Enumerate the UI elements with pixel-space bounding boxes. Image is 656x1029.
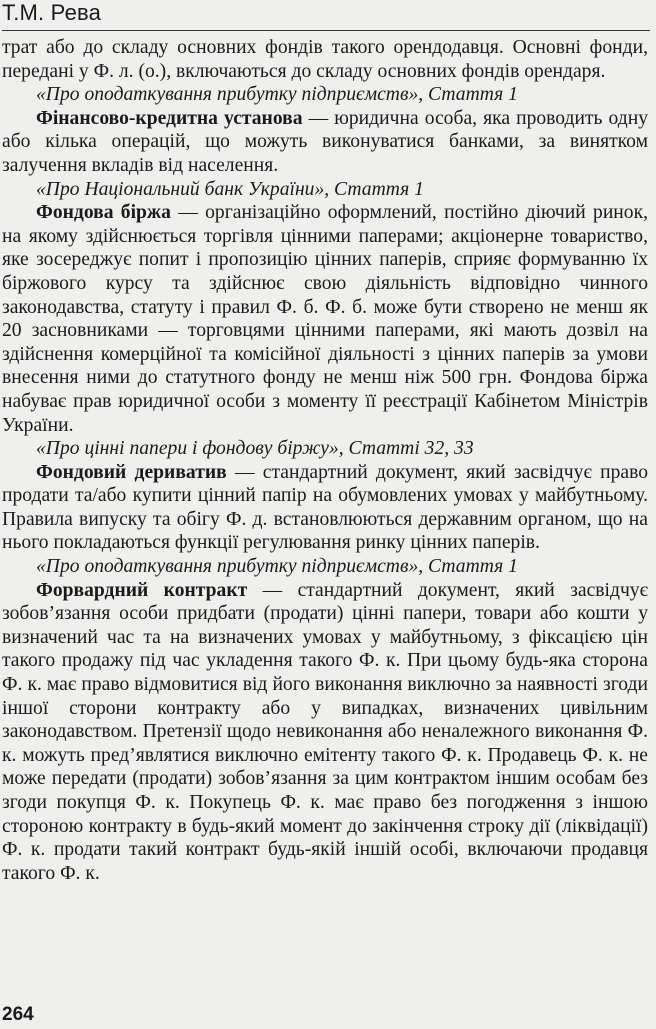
citation-source: «Про Національний банк України», Стаття 1 bbox=[36, 178, 424, 200]
citation-source: «Про цінні папери і фондову біржу», Статті 32, 33 bbox=[36, 438, 474, 460]
entry-term: Фондова біржа bbox=[36, 202, 171, 224]
entry-definition: — стандартний документ, який засвідчує зобов’язання особи придбати (продати) цінні папери, товари або кошти у визначений час та на визначених умовах у майбутньому, з фіксацією цін такого продажу під час укладення такого Ф. к. При цьому будь-яка сторона Ф. к. має право відмовитися від його виконання виключно за наявності згоди іншої сторони контракту або у випадках, визначених цивільним законодавством. Претензії щодо невиконання або неналежного виконання Ф. к. можуть пред’являтися виключно емітенту такого Ф. к. Продавець Ф. к. не може передати (продати) зобов’язання за цим контрактом іншим особам без згоди покупця Ф. к. Покупець Ф. к. має право без погодження з іншою стороною контракту в будь-який момент до закінчення строку дії (ліквідації) Ф. к. продати такий контракт будь-якій іншій особі, включаючи продавця такого Ф. к. bbox=[2, 579, 648, 884]
entry-paragraph bbox=[2, 579, 648, 886]
citation bbox=[2, 83, 648, 107]
entry-definition: — стандартний документ, який засвідчує право продати та/або купити цінний папір на обумовлених умовах у майбутньому. Правила випуску та обігу Ф. д. встановлюються державним органом, що на нього покладаються функції регулювання ринку цінних паперів. bbox=[2, 461, 648, 554]
citation bbox=[2, 178, 648, 202]
page-body bbox=[2, 36, 648, 885]
running-head-author: Т.М. Рева bbox=[2, 0, 102, 25]
citation-source: «Про оподаткування прибутку підприємств», Стаття 1 bbox=[36, 556, 518, 578]
entry-paragraph bbox=[2, 461, 648, 555]
page-number: 264 bbox=[2, 1004, 34, 1025]
entry-paragraph bbox=[2, 201, 648, 437]
citation bbox=[2, 555, 648, 579]
header-rule bbox=[2, 30, 650, 31]
entry-term: Фондовий дериватив bbox=[36, 461, 227, 483]
paragraph-text: трат або до складу основних фондів такого орендодавця. Основні фонди, передані у Ф. л. (о.), включаються до складу основних фондів орендаря. bbox=[2, 37, 648, 82]
entry-term: Форвардний контракт bbox=[36, 579, 248, 601]
citation bbox=[2, 437, 648, 461]
entry-term: Фінансово-кредитна установа bbox=[36, 107, 303, 129]
entry-definition: — юридична особа, яка проводить одну або кілька операцій, що можуть виконуватися банками, за винятком залучення вкладів від населення. bbox=[2, 107, 648, 176]
entry-paragraph bbox=[2, 107, 648, 178]
entry-definition: — організаційно оформлений, постійно діючий ринок, на якому здійснюється торгівля цінними паперами; акціонерне товариство, яке зосереджує попит і пропозицію цінних паперів, сприяє формуванню їх біржового курсу та здійснює свою діяльність відповідно чинного законодавства, статуту і правил Ф. б. Ф. б. може бути створено не менш як 20 засновниками — торговцями цінними паперами, які мають дозвіл на здійснення комерційної та комісійної діяльності з цінних паперів за умови внесення ними до статутного фонду не менш ніж 500 грн. Фондова біржа набуває прав юридичної особи з моменту її реєстрації Кабінетом Міністрів України. bbox=[2, 202, 649, 436]
continuation-paragraph bbox=[2, 36, 648, 83]
citation-source: «Про оподаткування прибутку підприємств», Стаття 1 bbox=[36, 84, 518, 106]
